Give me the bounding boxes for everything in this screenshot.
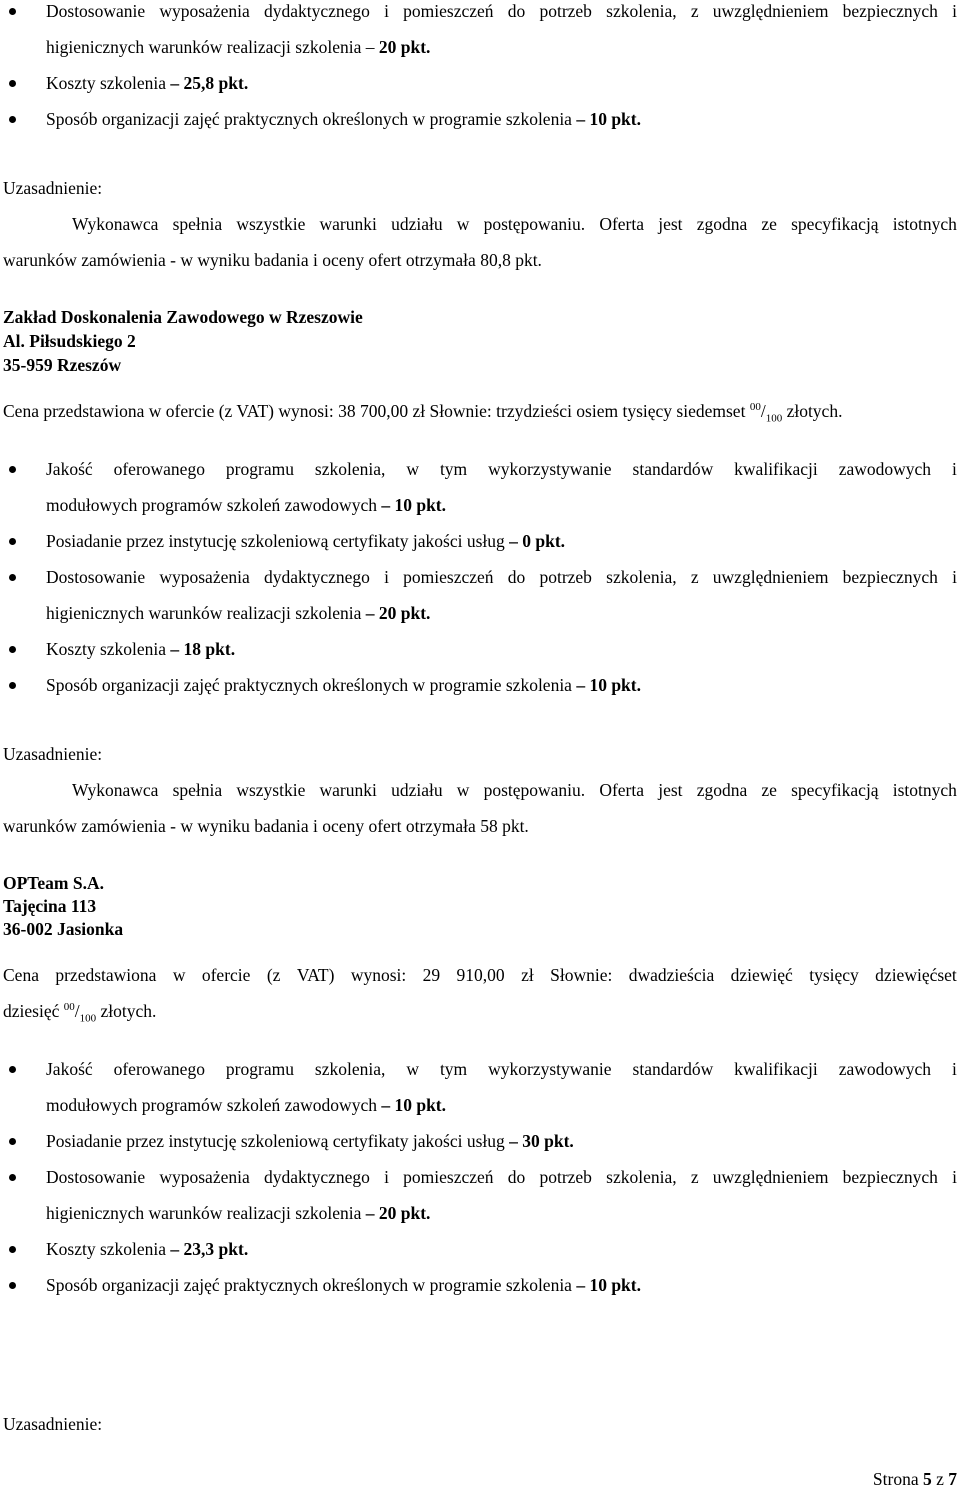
bullet-icon (9, 1282, 16, 1289)
word: z (690, 1, 699, 21)
uzasadnienie-label: Uzasadnienie: (3, 744, 103, 764)
intro-bullet-2: Koszty szkolenia – 25,8 pkt. (46, 73, 249, 93)
word: standardów (632, 1059, 714, 1079)
word: Dostosowanie (46, 1167, 146, 1187)
word: pomieszczeń (403, 1167, 494, 1187)
bullet-icon (9, 8, 16, 15)
word: i (384, 1, 389, 21)
c1-bullet-3-line2: higienicznych warunków realizacji szkolenia – 20 pkt. (46, 603, 431, 623)
word: 29 (422, 965, 441, 985)
uzasadnienie-label: Uzasadnienie: (3, 178, 103, 198)
word: ofercie (201, 965, 251, 985)
word: Wykonawca (72, 780, 159, 800)
company-1-name: Zakład Doskonalenia Zawodowego w Rzeszowie (3, 307, 363, 327)
word: oferowanego (113, 1059, 205, 1079)
bullet-icon (9, 1138, 16, 1145)
c2-bullet-4: Koszty szkolenia – 23,3 pkt. (46, 1239, 249, 1259)
word: wszystkie (236, 780, 306, 800)
c1-bullet-1-line2: modułowych programów szkoleń zawodowych – 10 pkt. (46, 495, 447, 515)
bullet-icon (9, 80, 16, 87)
word: warunki (319, 780, 377, 800)
word: dydaktycznego (263, 1, 370, 21)
word: dydaktycznego (263, 1167, 370, 1187)
word: Oferta (599, 214, 645, 234)
word: Oferta (599, 780, 645, 800)
word: pomieszczeń (403, 567, 494, 587)
word: dziewięćset (875, 965, 957, 985)
word: uwzględnieniem (712, 567, 829, 587)
word: programu (225, 1059, 294, 1079)
intro-bullet-1-line2: higienicznych warunków realizacji szkolenia – 20 pkt. (46, 37, 431, 57)
word: VAT) (296, 965, 335, 985)
word: jest (658, 214, 683, 234)
bullet-icon (9, 538, 16, 545)
word: Jakość (46, 459, 93, 479)
c2-bullet-1-line1 (46, 1058, 957, 1080)
word: oferowanego (113, 459, 205, 479)
word: dziewięć (730, 965, 793, 985)
word: do (507, 567, 526, 587)
word: i (952, 1, 957, 21)
word: wynosi: (350, 965, 407, 985)
word: wykorzystywanie (488, 1059, 612, 1079)
bullet-icon (9, 1246, 16, 1253)
page-number: Strona 5 z 7 (872, 1469, 957, 1489)
uzasadnienie-2-line2: warunków zamówienia - w wyniku badania i oceny ofert otrzymała 58 pkt. (3, 816, 529, 836)
word: do (507, 1, 526, 21)
word: wyposażenia (159, 567, 250, 587)
c1-bullet-3-line1 (46, 566, 957, 588)
word: tym (439, 1059, 468, 1079)
word: potrzeb (539, 567, 592, 587)
bullet-icon (9, 682, 16, 689)
word: kwalifikacji (734, 1059, 818, 1079)
company-2-name: OPTeam S.A. (3, 873, 104, 893)
word: specyfikacją (791, 780, 879, 800)
word: do (507, 1167, 526, 1187)
word: spełnia (172, 780, 223, 800)
word: bezpiecznych (842, 567, 938, 587)
word: istotnych (892, 214, 957, 234)
c2-bullet-3-line2: higienicznych warunków realizacji szkolenia – 20 pkt. (46, 1203, 431, 1223)
c1-bullet-5: Sposób organizacji zajęć praktycznych określonych w programie szkolenia – 10 pkt. (46, 675, 641, 695)
company-1-city: 35-959 Rzeszów (3, 355, 122, 375)
c1-bullet-2: Posiadanie przez instytucję szkoleniową certyfikaty jakości usług – 0 pkt. (46, 531, 566, 551)
word: zgodna (696, 780, 748, 800)
word: ze (761, 780, 777, 800)
word: kwalifikacji (734, 459, 818, 479)
bullet-icon (9, 466, 16, 473)
uzasadnienie-1-line2: warunków zamówienia - w wyniku badania i oceny ofert otrzymała 80,8 pkt. (3, 250, 542, 270)
word: wyposażenia (159, 1, 250, 21)
word: postępowaniu. (483, 214, 586, 234)
word: szkolenia, (606, 1, 677, 21)
word: bezpiecznych (842, 1, 938, 21)
word: i (951, 1059, 957, 1079)
word: w (406, 459, 419, 479)
word: tysięcy (809, 965, 859, 985)
word: wykorzystywanie (488, 459, 612, 479)
word: uwzględnieniem (712, 1167, 829, 1187)
word: spełnia (172, 214, 223, 234)
company-2-price-line1 (3, 964, 957, 986)
word: Wykonawca (72, 214, 159, 234)
word: pomieszczeń (403, 1, 494, 21)
intro-bullet-3: Sposób organizacji zajęć praktycznych określonych w programie szkolenia – 10 pkt. (46, 109, 641, 129)
word: zł (521, 965, 534, 985)
word: postępowaniu. (483, 780, 586, 800)
word: zawodowych (838, 1059, 932, 1079)
word: dydaktycznego (263, 567, 370, 587)
word: w (456, 780, 470, 800)
uzasadnienie-2-line1 (72, 779, 957, 801)
uzasadnienie-label: Uzasadnienie: (3, 1414, 103, 1434)
word: uwzględnieniem (712, 1, 829, 21)
company-1-street: Al. Piłsudskiego 2 (3, 331, 136, 351)
word: szkolenia, (606, 567, 677, 587)
word: udziału (391, 214, 443, 234)
word: i (384, 1167, 389, 1187)
c1-bullet-1-line1 (46, 458, 957, 480)
word: zawodowych (838, 459, 932, 479)
word: specyfikacją (791, 214, 879, 234)
word: z (690, 1167, 699, 1187)
word: przedstawiona (55, 965, 157, 985)
bullet-icon (9, 1174, 16, 1181)
word: z (690, 567, 699, 587)
word: (z (266, 965, 281, 985)
c2-bullet-5: Sposób organizacji zajęć praktycznych określonych w programie szkolenia – 10 pkt. (46, 1275, 641, 1295)
word: Cena (3, 965, 39, 985)
word: i (952, 567, 957, 587)
c2-bullet-3-line1 (46, 1166, 957, 1188)
word: szkolenia, (606, 1167, 677, 1187)
word: w (456, 214, 470, 234)
word: w (172, 965, 186, 985)
word: warunki (319, 214, 377, 234)
word: szkolenia, (314, 1059, 386, 1079)
word: standardów (632, 459, 714, 479)
word: Dostosowanie (46, 1, 146, 21)
bullet-icon (9, 646, 16, 653)
word: wszystkie (236, 214, 306, 234)
word: ze (761, 214, 777, 234)
word: tym (439, 459, 468, 479)
company-2-street: Tajęcina 113 (3, 896, 97, 916)
word: wyposażenia (159, 1167, 250, 1187)
word: dwadzieścia (628, 965, 715, 985)
word: potrzeb (539, 1, 592, 21)
word: programu (225, 459, 294, 479)
word: szkolenia, (314, 459, 386, 479)
intro-bullet-1-line1 (46, 0, 957, 22)
word: bezpiecznych (842, 1167, 938, 1187)
word: i (951, 459, 957, 479)
word: 910,00 (456, 965, 505, 985)
word: udziału (391, 780, 443, 800)
word: Jakość (46, 1059, 93, 1079)
bullet-icon (9, 574, 16, 581)
word: jest (658, 780, 683, 800)
c2-bullet-1-line2: modułowych programów szkoleń zawodowych – 10 pkt. (46, 1095, 447, 1115)
bullet-icon (9, 116, 16, 123)
c1-bullet-4: Koszty szkolenia – 18 pkt. (46, 639, 236, 659)
c2-bullet-2: Posiadanie przez instytucję szkoleniową certyfikaty jakości usług – 30 pkt. (46, 1131, 574, 1151)
word: potrzeb (539, 1167, 592, 1187)
word: Dostosowanie (46, 567, 146, 587)
word: istotnych (892, 780, 957, 800)
company-2-city: 36-002 Jasionka (3, 919, 124, 939)
bullet-icon (9, 1066, 16, 1073)
word: i (384, 567, 389, 587)
company-2-price-line2: dziesięć $^{00}/_{100}$ złotych. (3, 1001, 157, 1025)
word: Słownie: (550, 965, 613, 985)
word: w (406, 1059, 419, 1079)
uzasadnienie-1-line1 (72, 213, 957, 235)
word: zgodna (696, 214, 748, 234)
company-1-price: Cena przedstawiona w ofercie (z VAT) wynosi: 38 700,00 zł Słownie: trzydzieści osiem tysięcy siedemset $^{00}/_{100}$ złotych. (3, 401, 843, 425)
word: i (952, 1167, 957, 1187)
